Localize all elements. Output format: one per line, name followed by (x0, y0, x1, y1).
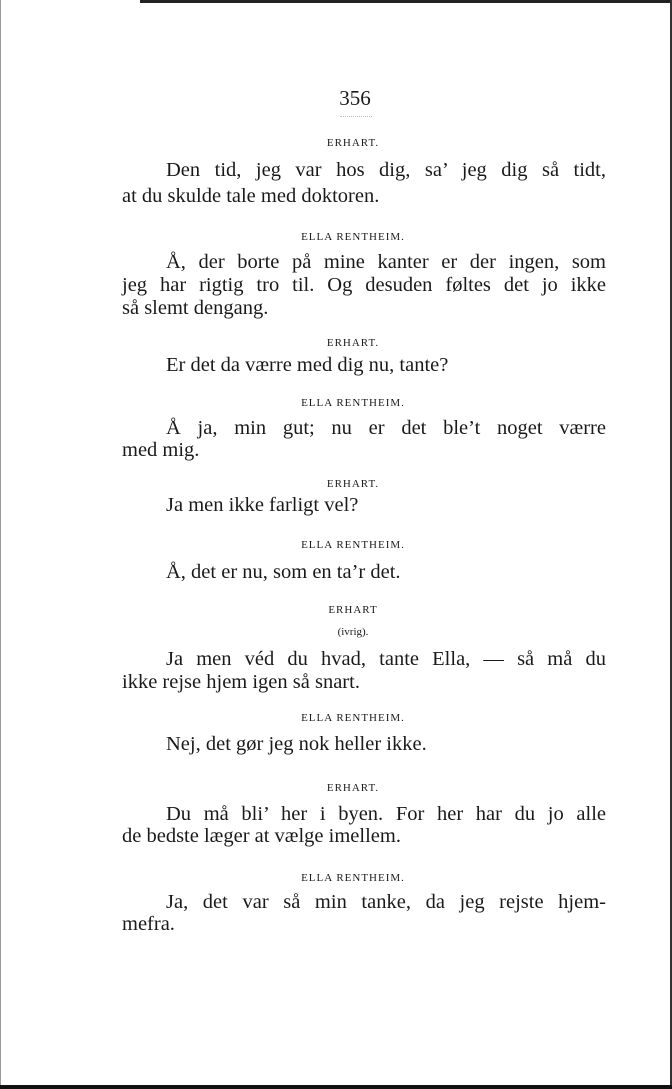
dialogue-line: Ja men véd du hvad, tante Ella, — så må du (166, 648, 606, 670)
speaker-name: ELLA RENTHEIM. (301, 872, 405, 884)
dialogue-line: mefra. (122, 913, 175, 935)
dialogue-line: at du skulde tale med doktoren. (122, 185, 380, 207)
scan-edge-bottom (0, 1085, 672, 1089)
dialogue-line: Nej, det gør jeg nok heller ikke. (166, 733, 427, 755)
dialogue-line: Ja men ikke farligt vel? (166, 494, 359, 516)
speaker-name: ELLA RENTHEIM. (301, 539, 405, 551)
page-number: 356 (339, 86, 371, 110)
dialogue-line: Er det da værre med dig nu, tante? (166, 354, 449, 376)
dialogue-line: med mig. (122, 439, 200, 461)
dialogue-line: Den tid, jeg var hos dig, sa’ jeg dig så tidt, (166, 159, 606, 181)
speaker-name: ERHART. (326, 137, 380, 149)
speaker-name: ERHART. (326, 478, 380, 490)
dialogue-line: Å ja, min gut; nu er det ble’t noget værre (166, 417, 606, 439)
dialogue-line: ikke rejse hjem igen så snart. (122, 671, 360, 693)
speaker-name: ERHART (328, 604, 378, 616)
dialogue-line: så slemt dengang. (122, 297, 269, 319)
stage-direction: (ivrig). (337, 626, 369, 638)
dialogue-line: Å, det er nu, som en ta’r det. (166, 561, 401, 583)
dialogue-line: Å, der borte på mine kanter er der ingen, som (166, 251, 606, 273)
dialogue-line: de bedste læger at vælge imellem. (122, 825, 401, 847)
speaker-name: ELLA RENTHEIM. (301, 397, 405, 409)
dialogue-line: jeg har rigtig tro til. Og desuden føltes det jo ikke (122, 274, 606, 296)
scan-edge-top (140, 0, 672, 3)
speaker-name: ERHART. (326, 782, 380, 794)
speaker-name: ELLA RENTHEIM. (301, 712, 405, 724)
page-number-rule (340, 116, 372, 117)
speaker-name: ERHART. (326, 337, 380, 349)
speaker-name: ELLA RENTHEIM. (301, 231, 405, 243)
dialogue-line: Du må bli’ her i byen. For her har du jo alle (166, 803, 606, 825)
dialogue-line: Ja, det var så min tanke, da jeg rejste hjem- (166, 891, 606, 913)
